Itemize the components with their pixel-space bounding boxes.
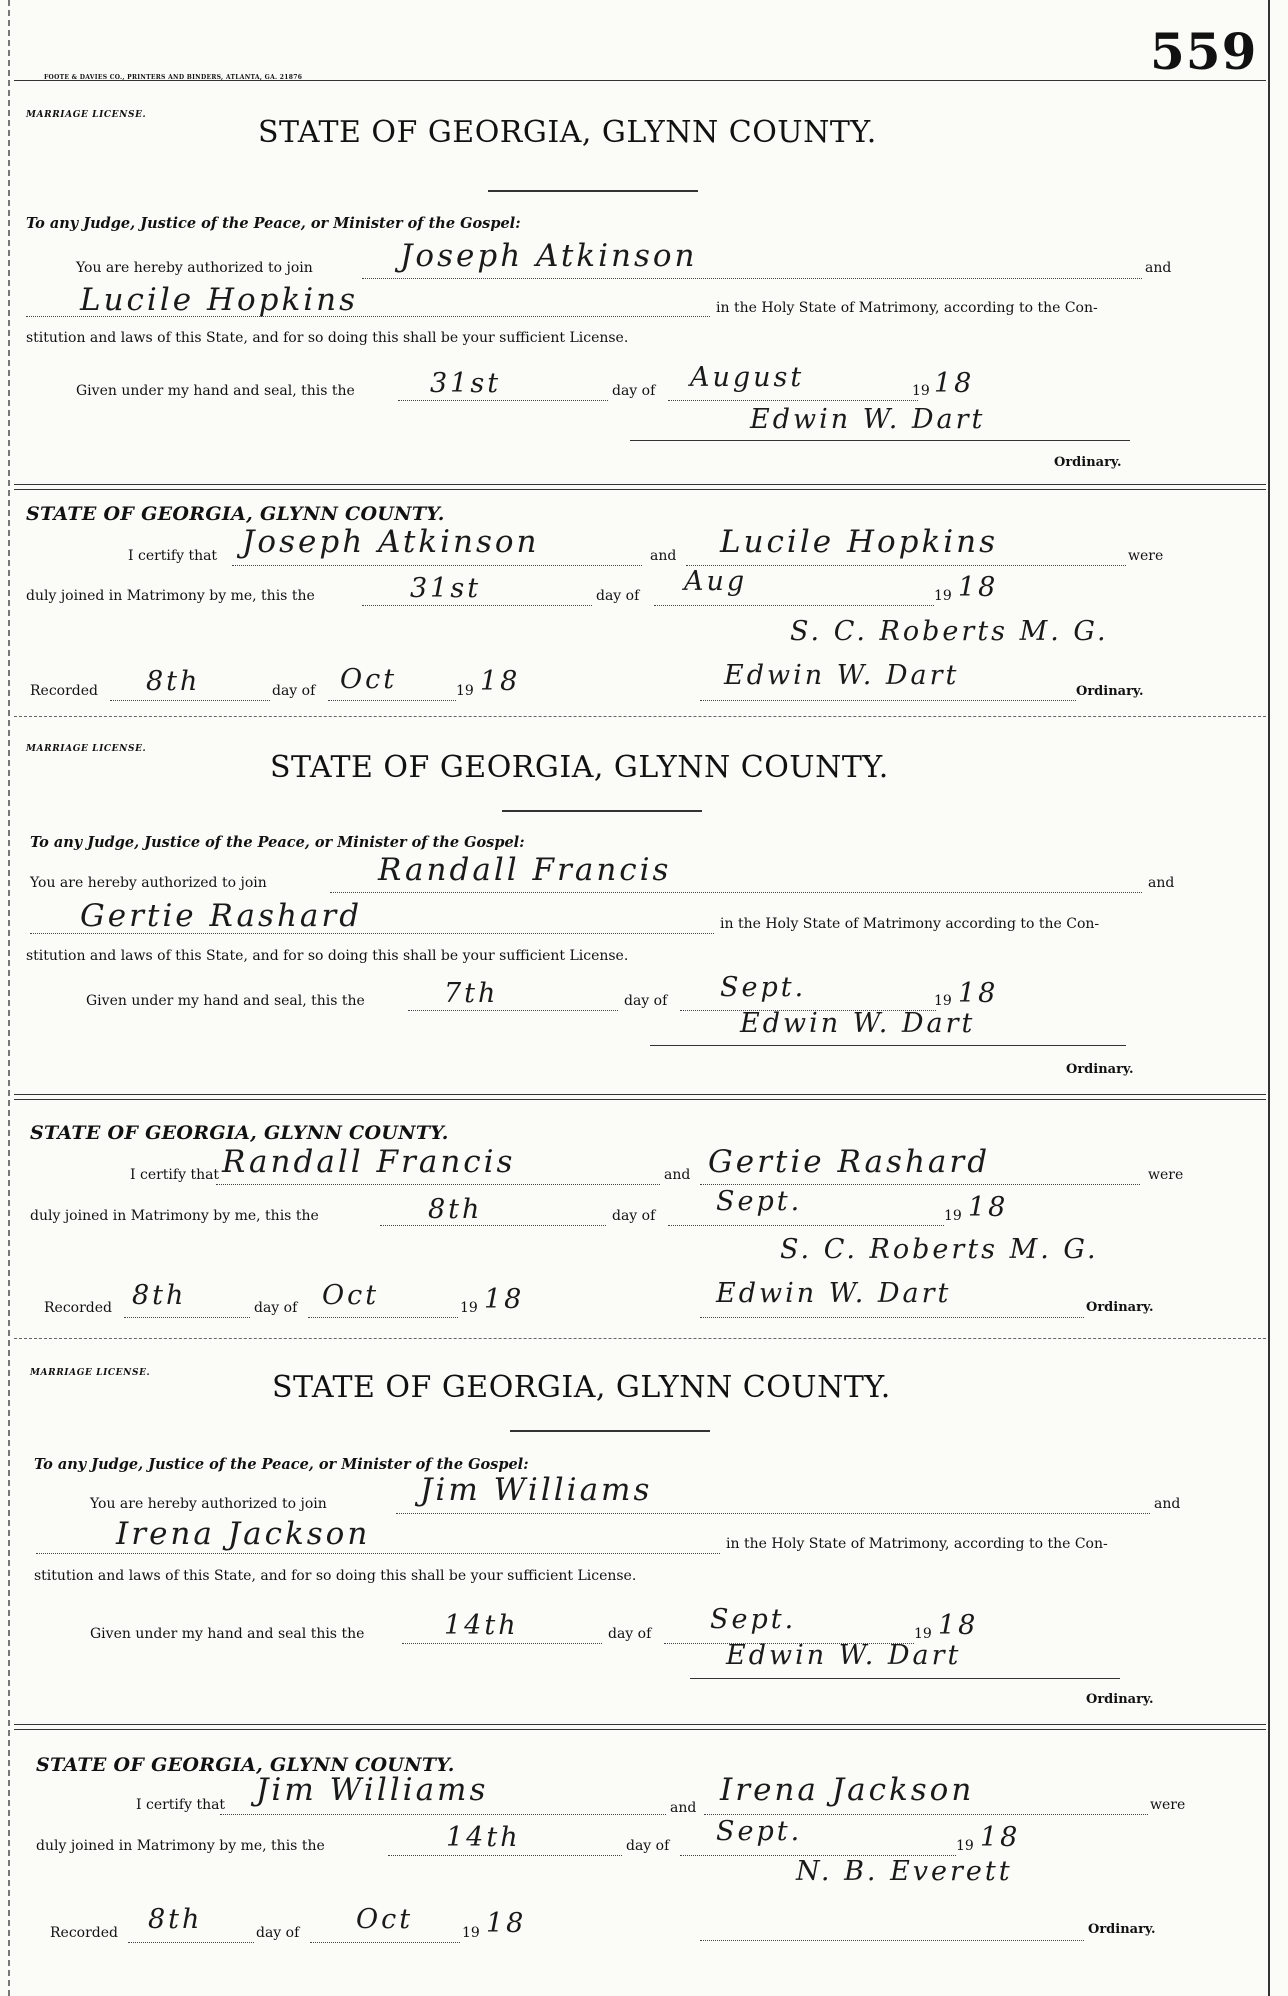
title-rule — [510, 1430, 710, 1432]
recorded-month: Oct — [340, 664, 398, 695]
ordinary-label: Ordinary. — [1066, 1062, 1134, 1077]
officiant-signature: S. C. Roberts M. G. — [780, 1234, 1099, 1265]
day-of-text: day of — [608, 1626, 652, 1642]
ordinary-signature-line — [630, 440, 1130, 441]
ordinary-label: Ordinary. — [1086, 1692, 1154, 1707]
certify-text: I certify that — [128, 548, 218, 564]
recorded-text: Recorded — [30, 683, 98, 699]
officiant-signature: N. B. Everett — [796, 1856, 1013, 1887]
recorded-day: 8th — [148, 1904, 203, 1935]
recorder-blank — [700, 700, 1076, 701]
recorded-text: Recorded — [50, 1925, 118, 1941]
recorded-year-prefix: 19 — [460, 1300, 478, 1316]
certificate-title: STATE OF GEORGIA, GLYNN COUNTY. — [30, 1122, 449, 1144]
license-month: Sept. — [720, 972, 807, 1003]
license-year: 18 — [934, 368, 975, 399]
groom-name: Jim Williams — [420, 1472, 653, 1508]
recorder-signature: Edwin W. Dart — [724, 660, 960, 691]
married-month: Sept. — [716, 1816, 803, 1847]
recorder-signature: Edwin W. Dart — [716, 1278, 952, 1309]
cert-year-prefix: 19 — [934, 588, 952, 604]
certificate-title: STATE OF GEORGIA, GLYNN COUNTY. — [36, 1754, 455, 1776]
ordinary-signature-line — [650, 1045, 1126, 1046]
page-left-edge — [8, 0, 12, 1996]
ordinary-label: Ordinary. — [1054, 455, 1122, 470]
officiant-signature: S. C. Roberts M. G. — [790, 616, 1109, 647]
given-day-blank — [402, 1643, 602, 1644]
recorded-day-of: day of — [256, 1925, 300, 1941]
license-address: To any Judge, Justice of the Peace, or Minister of the Gospel: — [34, 1456, 529, 1473]
duly-joined-text: duly joined in Matrimony by me, this the — [30, 1208, 319, 1224]
constitution-text: stitution and laws of this State, and for so doing this shall be your sufficient License. — [26, 948, 629, 964]
bride-name: Gertie Rashard — [80, 898, 363, 934]
and-text: and — [1145, 260, 1172, 276]
cert-year-prefix: 19 — [956, 1838, 974, 1854]
cert-and: and — [664, 1167, 691, 1183]
were-text: were — [1148, 1167, 1184, 1183]
cert-groom: Joseph Atkinson — [242, 524, 540, 560]
holy-state-text: in the Holy State of Matrimony, according to the Con- — [716, 300, 1098, 316]
married-year: 18 — [968, 1192, 1009, 1223]
recorded-month-blank — [308, 1317, 458, 1318]
recorder-blank — [700, 1940, 1084, 1941]
cert-groom: Randall Francis — [222, 1144, 516, 1180]
groom-name: Randall Francis — [378, 852, 672, 888]
license-label: MARRIAGE LICENSE. — [26, 744, 147, 754]
cert-year-prefix: 19 — [944, 1208, 962, 1224]
license-label: MARRIAGE LICENSE. — [26, 110, 147, 120]
groom-blank — [362, 278, 1142, 279]
recorded-ordinary-label: Ordinary. — [1088, 1922, 1156, 1937]
page-number: 559 — [1150, 22, 1258, 81]
given-day-blank — [408, 1010, 618, 1011]
married-month: Sept. — [716, 1186, 803, 1217]
recorded-year: 18 — [484, 1284, 525, 1315]
cert-and: and — [670, 1800, 697, 1816]
cert-groom-blank — [232, 565, 642, 566]
cert-bride: Gertie Rashard — [708, 1144, 991, 1180]
certify-text: I certify that — [136, 1797, 226, 1813]
recorded-year: 18 — [486, 1908, 527, 1939]
ordinary-signature: Edwin W. Dart — [726, 1640, 962, 1671]
married-day: 14th — [446, 1822, 521, 1853]
duly-joined-text: duly joined in Matrimony by me, this the — [26, 588, 315, 604]
constitution-text: stitution and laws of this State, and for so doing this shall be your sufficient License. — [34, 1568, 637, 1584]
holy-state-text: in the Holy State of Matrimony according to the Con- — [720, 916, 1100, 932]
married-month-blank — [668, 1225, 944, 1226]
license-month: Sept. — [710, 1604, 797, 1635]
groom-blank — [396, 1513, 1150, 1514]
given-text: Given under my hand and seal, this the — [76, 383, 355, 399]
bride-blank — [36, 1553, 720, 1554]
given-month-blank — [668, 400, 918, 401]
cert-bride: Lucile Hopkins — [720, 524, 999, 560]
married-year: 18 — [958, 572, 999, 603]
holy-state-text: in the Holy State of Matrimony, according to the Con- — [726, 1536, 1108, 1552]
were-text: were — [1128, 548, 1164, 564]
recorded-day-blank — [128, 1942, 254, 1943]
record-separator — [14, 1338, 1266, 1339]
cert-bride-blank — [700, 1184, 1140, 1185]
authorized-text: You are hereby authorized to join — [90, 1496, 327, 1512]
certify-text: I certify that — [130, 1167, 220, 1183]
recorded-day-blank — [110, 700, 270, 701]
cert-groom: Jim Williams — [256, 1772, 489, 1808]
and-text: and — [1154, 1496, 1181, 1512]
cert-bride-blank — [686, 565, 1126, 566]
title-rule — [488, 190, 698, 192]
bride-name: Lucile Hopkins — [80, 282, 359, 318]
groom-blank — [330, 892, 1142, 893]
married-day-blank — [362, 605, 592, 606]
license-year: 18 — [958, 978, 999, 1009]
recorded-day: 8th — [132, 1280, 187, 1311]
groom-name: Joseph Atkinson — [400, 238, 698, 274]
married-month-blank — [654, 605, 934, 606]
page-right-edge — [1268, 0, 1270, 1996]
year-prefix: 19 — [912, 383, 930, 399]
cert-bride: Irena Jackson — [720, 1772, 975, 1808]
license-label: MARRIAGE LICENSE. — [30, 1368, 151, 1378]
married-month: Aug — [684, 566, 748, 597]
record-separator — [14, 716, 1266, 717]
recorded-text: Recorded — [44, 1300, 112, 1316]
cert-day-of: day of — [626, 1838, 670, 1854]
duly-joined-text: duly joined in Matrimony by me, this the — [36, 1838, 325, 1854]
recorded-month-blank — [310, 1942, 460, 1943]
recorded-month: Oct — [322, 1280, 380, 1311]
cert-groom-blank — [216, 1184, 660, 1185]
license-day: 7th — [444, 978, 499, 1009]
recorded-day-blank — [124, 1317, 250, 1318]
recorded-ordinary-label: Ordinary. — [1086, 1300, 1154, 1315]
cert-day-of: day of — [596, 588, 640, 604]
recorded-year-prefix: 19 — [462, 1925, 480, 1941]
section-divider — [14, 484, 1266, 490]
cert-day-of: day of — [612, 1208, 656, 1224]
license-day: 31st — [430, 368, 502, 399]
cert-bride-blank — [704, 1814, 1148, 1815]
cert-groom-blank — [220, 1814, 666, 1815]
printer-line: FOOTE & DAVIES CO., PRINTERS AND BINDERS, ATLANTA, GA. 21876 — [44, 74, 303, 81]
license-title: STATE OF GEORGIA, GLYNN COUNTY. — [258, 115, 877, 150]
cert-and: and — [650, 548, 677, 564]
license-month: August — [690, 362, 805, 393]
married-day: 31st — [410, 573, 482, 604]
given-text: Given under my hand and seal this the — [90, 1626, 365, 1642]
authorized-text: You are hereby authorized to join — [30, 875, 267, 891]
ordinary-signature-line — [690, 1678, 1120, 1679]
authorized-text: You are hereby authorized to join — [76, 260, 313, 276]
day-of-text: day of — [624, 993, 668, 1009]
year-prefix: 19 — [914, 1626, 932, 1642]
recorded-day-of: day of — [254, 1300, 298, 1316]
and-text: and — [1148, 875, 1175, 891]
married-day-blank — [380, 1225, 606, 1226]
license-year: 18 — [938, 1610, 979, 1641]
license-address: To any Judge, Justice of the Peace, or Minister of the Gospel: — [30, 834, 525, 851]
recorded-day: 8th — [146, 666, 201, 697]
married-day-blank — [388, 1855, 622, 1856]
license-address: To any Judge, Justice of the Peace, or Minister of the Gospel: — [26, 215, 521, 232]
given-text: Given under my hand and seal, this the — [86, 993, 365, 1009]
year-prefix: 19 — [934, 993, 952, 1009]
license-day: 14th — [444, 1610, 519, 1641]
day-of-text: day of — [612, 383, 656, 399]
constitution-text: stitution and laws of this State, and for so doing this shall be your sufficient License. — [26, 330, 629, 346]
married-year: 18 — [980, 1822, 1021, 1853]
recorded-month-blank — [328, 700, 456, 701]
recorded-year: 18 — [480, 666, 521, 697]
section-divider — [14, 1724, 1266, 1730]
recorder-blank — [700, 1317, 1084, 1318]
license-title: STATE OF GEORGIA, GLYNN COUNTY. — [272, 1370, 891, 1405]
recorded-day-of: day of — [272, 683, 316, 699]
certificate-title: STATE OF GEORGIA, GLYNN COUNTY. — [26, 503, 445, 525]
given-day-blank — [398, 400, 608, 401]
recorded-year-prefix: 19 — [456, 683, 474, 699]
recorded-month: Oct — [356, 1904, 414, 1935]
license-title: STATE OF GEORGIA, GLYNN COUNTY. — [270, 750, 889, 785]
section-divider — [14, 1094, 1266, 1100]
title-rule — [502, 810, 702, 812]
were-text: were — [1150, 1797, 1186, 1813]
top-rule — [14, 80, 1266, 81]
recorded-ordinary-label: Ordinary. — [1076, 684, 1144, 699]
ordinary-signature: Edwin W. Dart — [740, 1008, 976, 1039]
ordinary-signature: Edwin W. Dart — [750, 404, 986, 435]
bride-name: Irena Jackson — [116, 1516, 371, 1552]
married-day: 8th — [428, 1194, 483, 1225]
